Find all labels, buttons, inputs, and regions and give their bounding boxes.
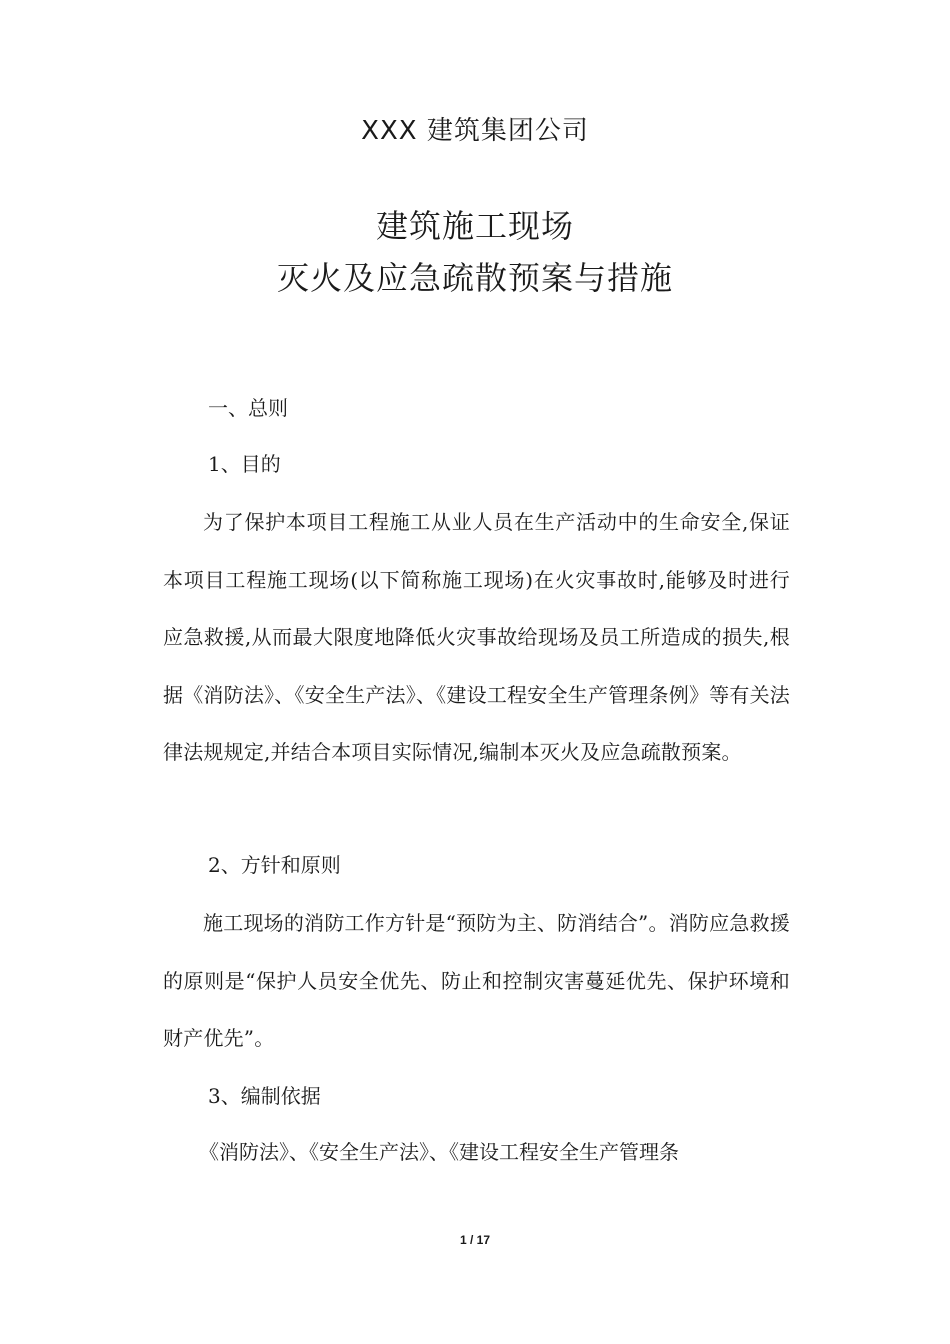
section-heading-basis: 3、编制依据 — [208, 1084, 321, 1108]
section-heading-general: 一、总则 — [208, 396, 288, 420]
section-heading-policy: 2、方针和原则 — [208, 853, 341, 877]
paragraph-basis: 《消防法》、《安全生产法》、《建设工程安全生产管理条 — [199, 1140, 679, 1164]
paragraph-purpose: 为了保护本项目工程施工从业人员在生产活动中的生命安全,保证本项目工程施工现场(以下简称施工现场)在火灾事故时,能够及时进行应急救援,从而最大限度地降低火灾事故给现场及员工所造成的损失,根据《消防法》、《安全生产法》、《建设工程安全生产管理条例》等有关法律法规规定,并结合本项目实际情况,编制本灭火及应急疏散预案。 — [163, 510, 790, 764]
section-heading-purpose: 1、目的 — [208, 452, 281, 476]
title-line-2: 灭火及应急疏散预案与措施 — [276, 259, 673, 297]
title-line-1: 建筑施工现场 — [375, 207, 574, 245]
paragraph-policy: 施工现场的消防工作方针是“预防为主、防消结合”。消防应急救援的原则是“保护人员安全优先、防止和控制灾害蔓延优先、保护环境和财产优先”。 — [163, 911, 790, 1050]
company-name: XXX 建筑集团公司 — [361, 116, 589, 146]
page-number: 1 / 17 — [459, 1233, 491, 1247]
document-title — [0, 200, 950, 304]
